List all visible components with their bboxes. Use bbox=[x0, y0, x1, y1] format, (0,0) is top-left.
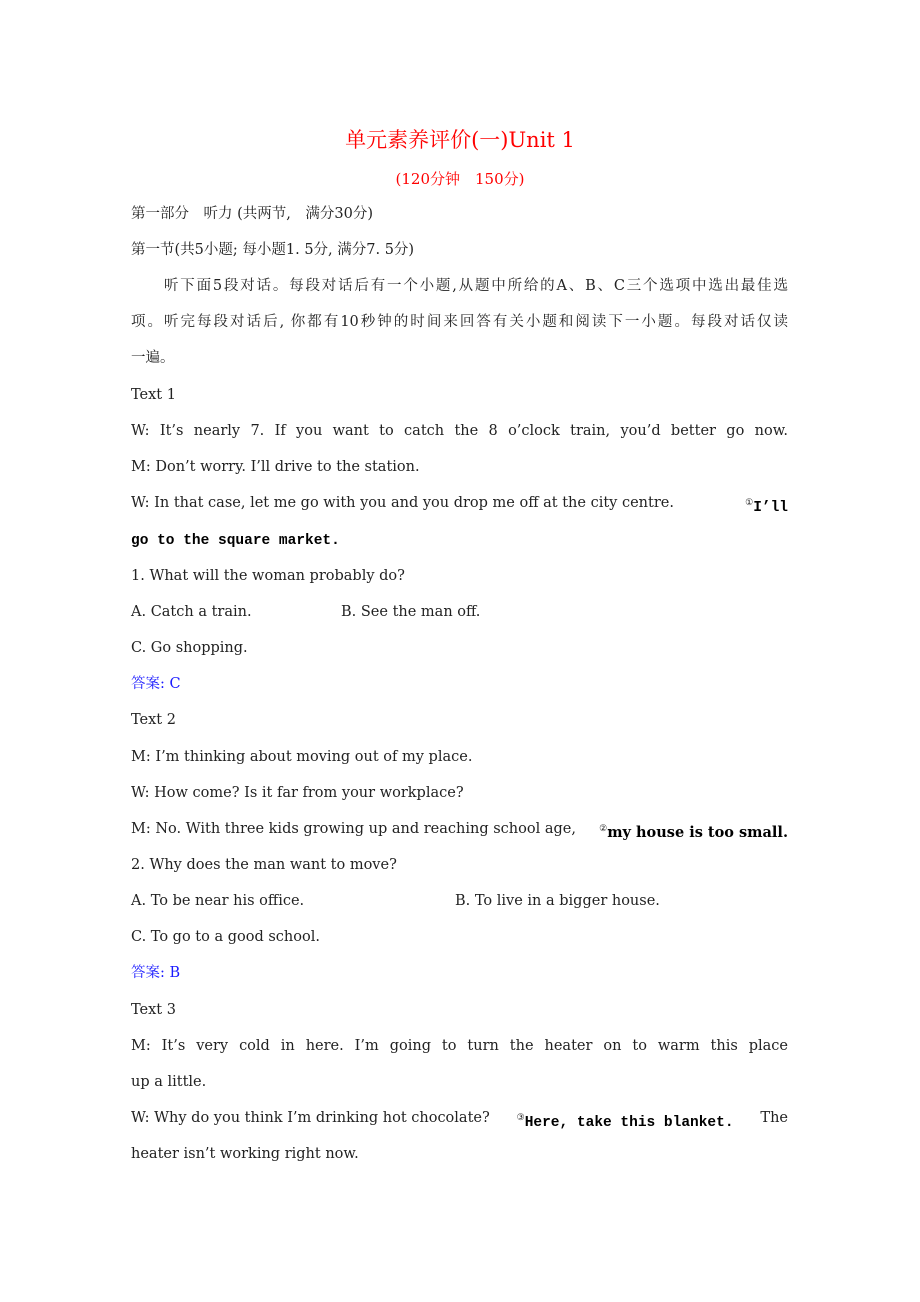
document-subtitle: (120分钟 150分) bbox=[395, 170, 525, 188]
option-b: B. See the man off. bbox=[341, 604, 481, 620]
instructions-line: 听下面5段对话。每段对话后有一个小题,从题中所给的A、B、C三个选项中选出最佳选 bbox=[164, 278, 788, 294]
option-b: B. To live in a bigger house. bbox=[455, 893, 660, 909]
key-sentence: my house is too small. bbox=[607, 824, 788, 841]
answer: 答案: B bbox=[131, 965, 181, 981]
dialogue-line: M: Don’t worry. I’ll drive to the station. bbox=[131, 459, 420, 475]
answer: 答案: C bbox=[131, 676, 181, 692]
key-sentence: go to the square market. bbox=[131, 533, 340, 549]
dialogue-line: up a little. bbox=[131, 1074, 207, 1090]
dialogue-text: W: In that case, let me go with you and you drop me off at the city centre. bbox=[131, 495, 674, 511]
option-a: A. To be near his office. bbox=[131, 893, 305, 909]
dialogue-line: W: It’s nearly 7. If you want to catch the 8 o’clock train, you’d better go now. bbox=[131, 423, 788, 439]
dialogue-line: heater isn’t working right now. bbox=[131, 1146, 359, 1162]
dialogue-text: W: Why do you think I’m drinking hot chocolate? bbox=[131, 1110, 490, 1126]
text3-label: Text 3 bbox=[131, 1002, 176, 1018]
dialogue-line bbox=[131, 1108, 788, 1133]
dialogue-text: The bbox=[760, 1110, 788, 1126]
section-heading: 第一节(共5小题; 每小题1. 5分, 满分7. 5分) bbox=[131, 242, 415, 258]
question: 1. What will the woman probably do? bbox=[131, 568, 405, 584]
instructions-line: 项。听完每段对话后, 你都有10秒钟的时间来回答有关小题和阅读下一小题。每段对话仅读 bbox=[131, 314, 788, 330]
dialogue-line bbox=[131, 530, 788, 551]
key-sentence: I’ll bbox=[753, 500, 788, 516]
dialogue-line bbox=[131, 493, 788, 518]
dialogue-line bbox=[131, 819, 788, 843]
dialogue-line: M: It’s very cold in here. I’m going to turn the heater on to warm this place bbox=[131, 1038, 788, 1054]
text2-label: Text 2 bbox=[131, 712, 176, 728]
question: 2. Why does the man want to move? bbox=[131, 857, 397, 873]
dialogue-text: M: No. With three kids growing up and reaching school age, bbox=[131, 821, 576, 837]
part-heading: 第一部分 听力 (共两节, 满分30分) bbox=[131, 206, 373, 222]
footnote-mark: ② bbox=[599, 824, 608, 834]
text1-label: Text 1 bbox=[131, 387, 176, 403]
option-c: C. Go shopping. bbox=[131, 640, 248, 656]
footnote-mark: ① bbox=[745, 498, 754, 508]
dialogue-line: W: How come? Is it far from your workplace? bbox=[131, 785, 464, 801]
dialogue-line: M: I’m thinking about moving out of my place. bbox=[131, 749, 473, 765]
key-sentence: Here, take this blanket. bbox=[524, 1115, 734, 1131]
footnote-mark: ③ bbox=[516, 1113, 525, 1123]
option-c: C. To go to a good school. bbox=[131, 929, 320, 945]
instructions-line: 一遍。 bbox=[131, 350, 175, 366]
document-title: 单元素养评价(一)Unit 1 bbox=[345, 128, 575, 152]
option-a: A. Catch a train. bbox=[131, 604, 252, 620]
